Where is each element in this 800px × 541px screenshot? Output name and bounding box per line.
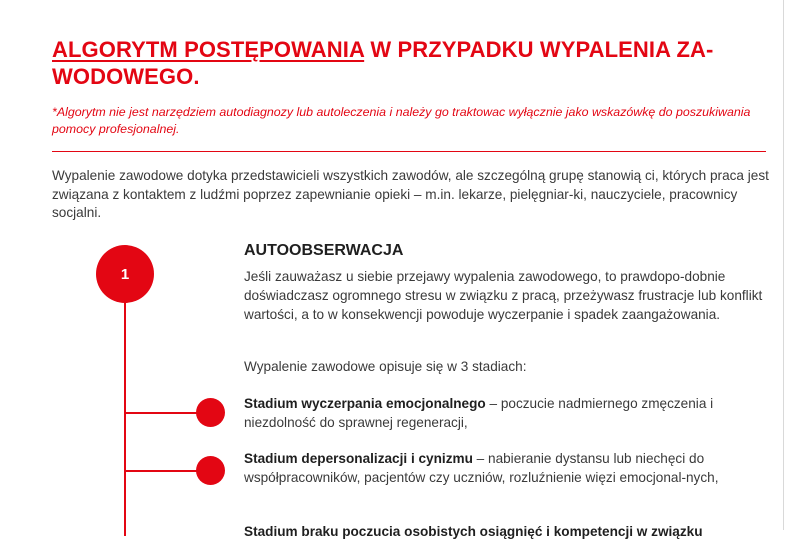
section-heading: AUTOOBSERWACJA xyxy=(244,242,404,259)
stage-name: Stadium braku poczucia osobistych osiągnięć i kompetencji w związku xyxy=(244,524,703,539)
title-rest: W PRZYPADKU WYPALENIA ZA-WODOWEGO. xyxy=(52,37,714,89)
divider xyxy=(52,151,766,152)
disclaimer-note: *Algorytm nie jest narzędziem autodiagnozy lub autoleczenia i należy go traktowac wyłącznie jako wskazówkę do poszukiwania pomocy profesjonalnej. xyxy=(52,105,751,136)
timeline-branch xyxy=(125,412,199,414)
timeline-dot xyxy=(196,398,225,427)
title-underlined: ALGORYTM POSTĘPOWANIA xyxy=(52,37,365,62)
page-title xyxy=(52,36,772,90)
stage-desc: – poczucie nadmiernego zmęczenia i niezdolność do sprawnej regeneracji, xyxy=(244,396,714,430)
timeline-line xyxy=(124,296,126,536)
step-number: 1 xyxy=(120,265,130,283)
stage-item xyxy=(244,449,768,487)
stage-item xyxy=(244,394,768,432)
stages-intro: Wypalenie zawodowe opisuje się w 3 stadiach: xyxy=(244,359,527,374)
timeline-dot xyxy=(196,456,225,485)
step-lead-paragraph: Jeśli zauważasz u siebie przejawy wypalenia zawodowego, to prawdopo-dobnie doświadczasz ogromnego stresu w związku z pracą, przeżywasz frustracje lub konflikt wartości, a to w konsekwencji powoduje wyczerpanie i spadek zaangażowania. xyxy=(244,269,763,322)
stage-name: Stadium wyczerpania emocjonalnego xyxy=(244,396,486,411)
stage-desc: – nabieranie dystansu lub niechęci do współpracowników, pacjentów czy uczniów, rozluźnienie więzi emocjonal-nych, xyxy=(244,451,719,485)
stage-name: Stadium depersonalizacji i cynizmu xyxy=(244,451,473,466)
stage-item xyxy=(244,522,768,541)
intro-paragraph: Wypalenie zawodowe dotyka przedstawicieli wszystkich zawodów, ale szczególną grupę stanowią ci, których praca jest związana z kontaktem z ludźmi poprzez zapewnianie opieki – m.in. lekarze, pielęgniar-ki, nauczyciele, pracownicy socjalni. xyxy=(52,168,769,220)
step-number-badge xyxy=(96,245,154,303)
timeline-branch xyxy=(125,470,199,472)
page-edge xyxy=(783,0,784,530)
